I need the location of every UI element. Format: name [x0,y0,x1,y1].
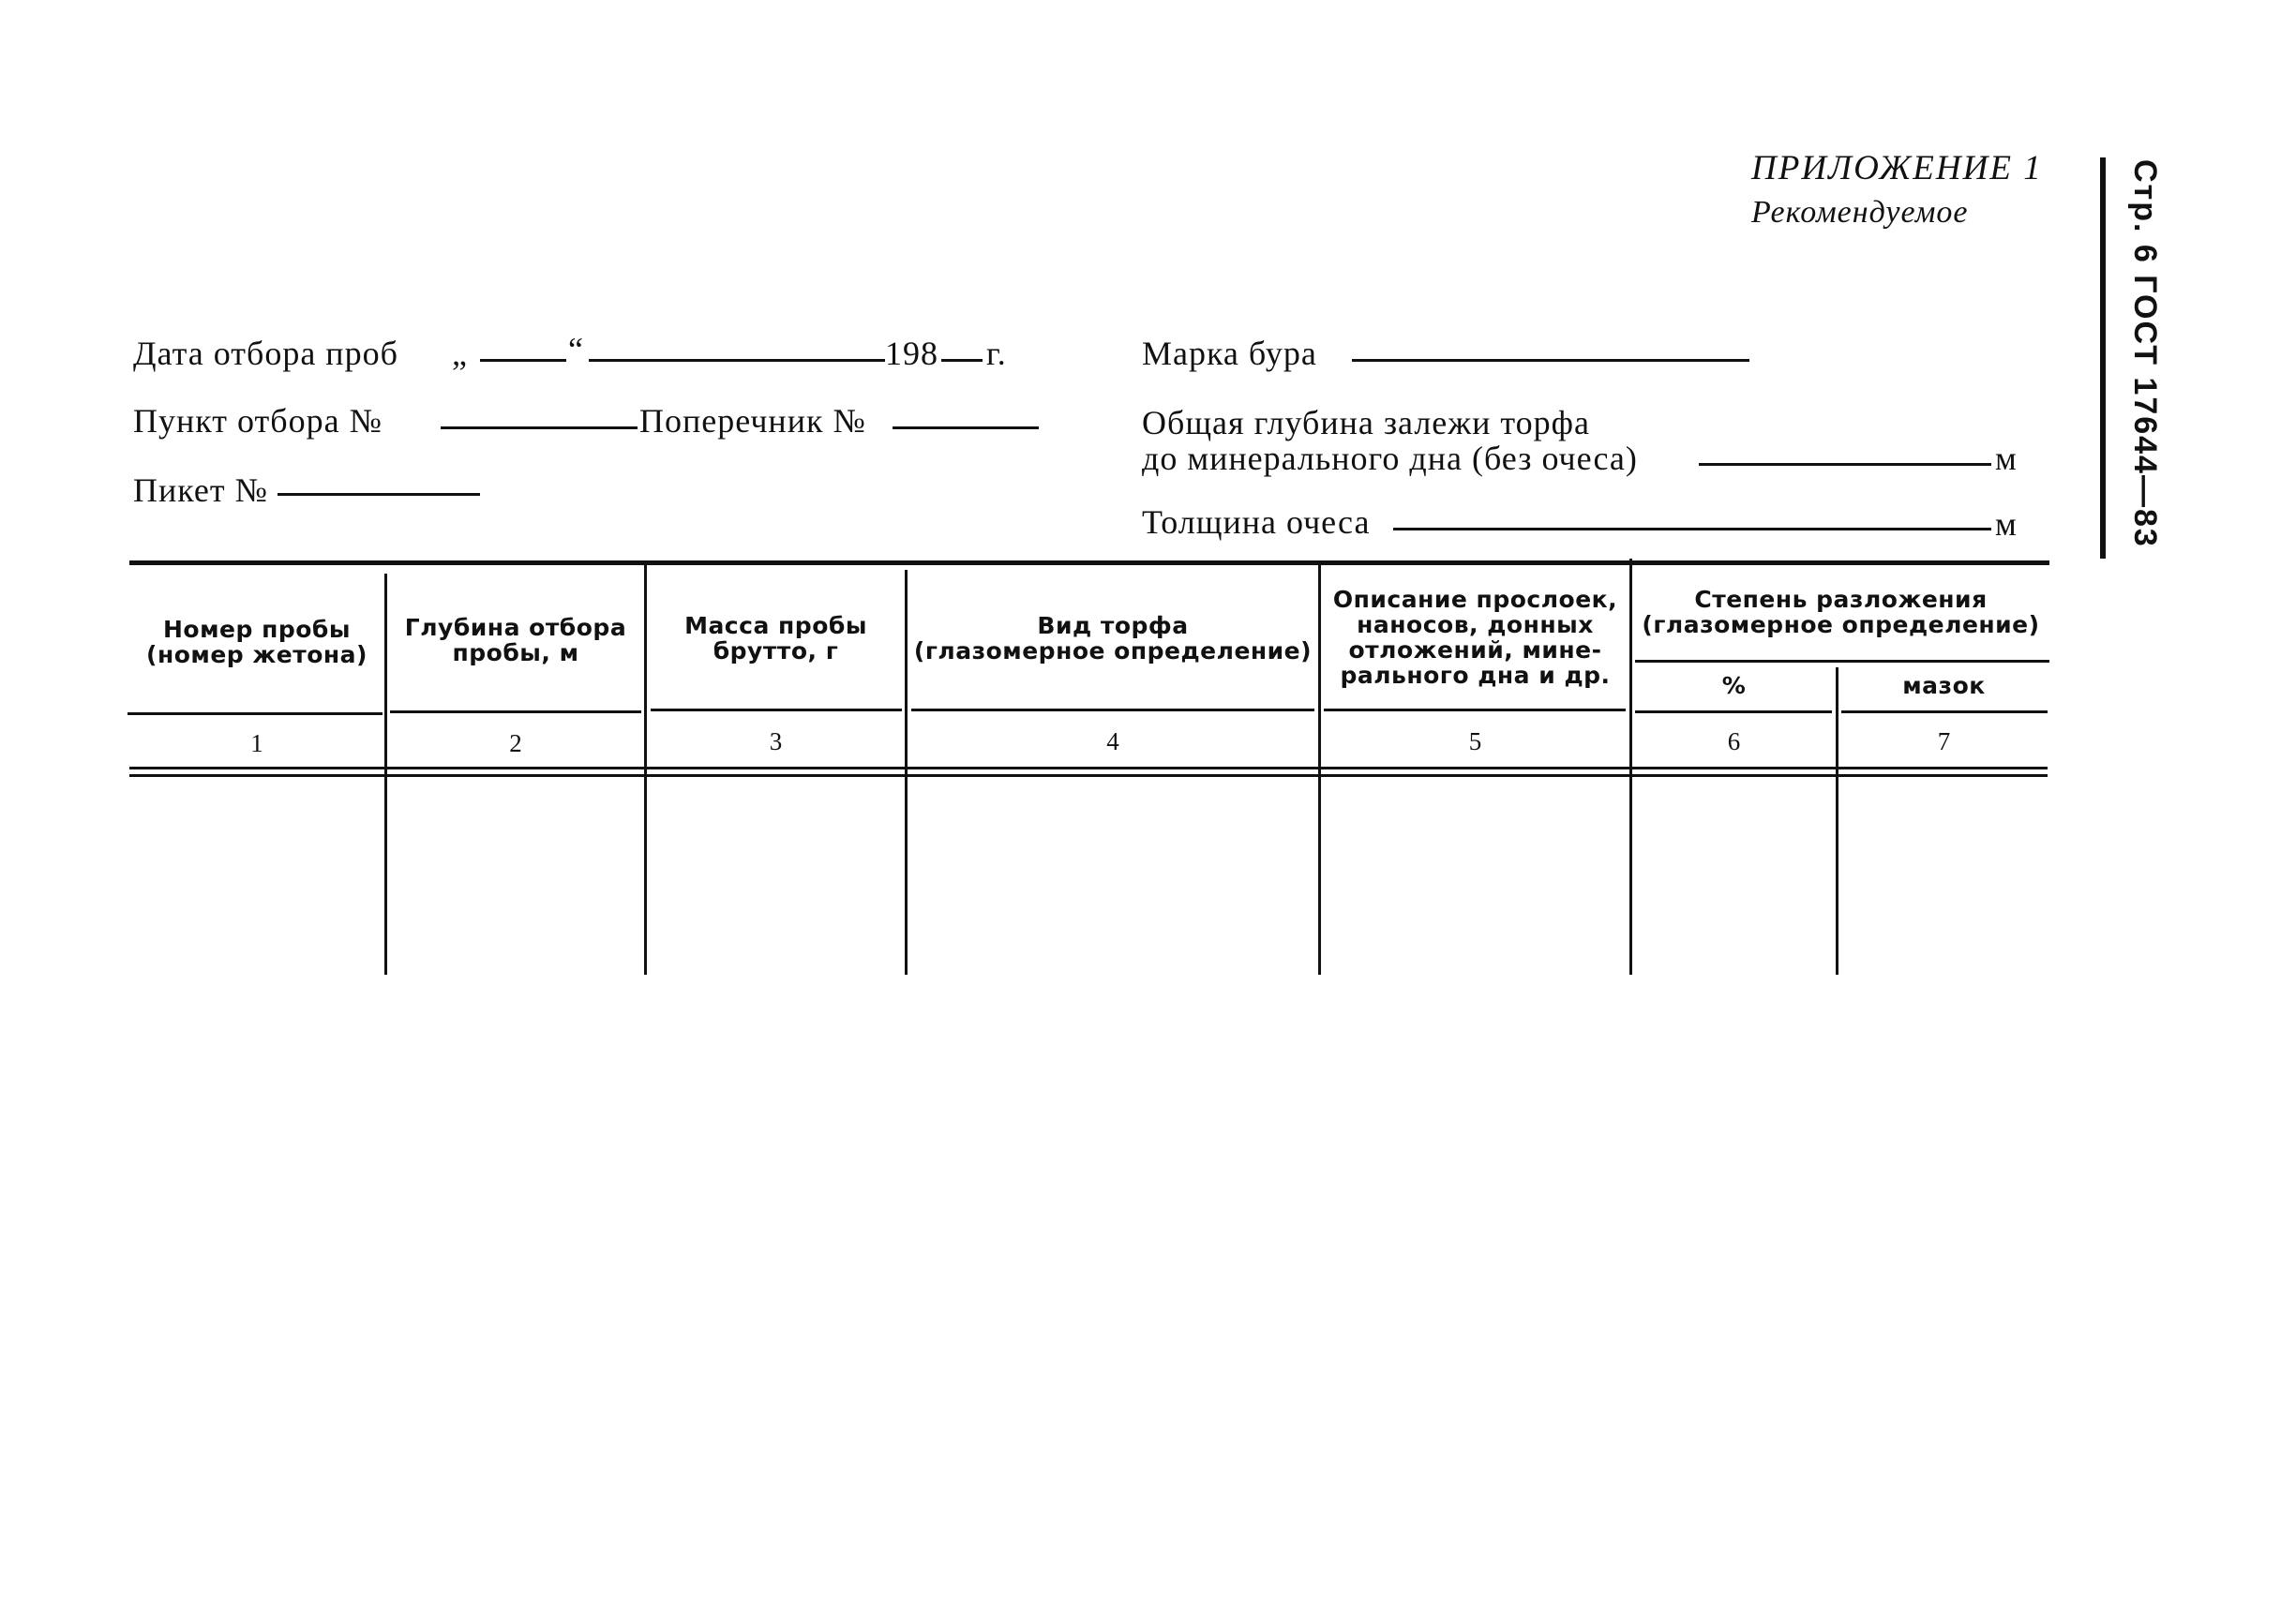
depth-unit: м [1995,440,2018,477]
column-number: 7 [1937,727,1951,755]
year-prefix: 198 [885,335,938,372]
picket-blank [278,493,480,496]
thickness-label: Толщина очеса [1142,503,1371,541]
column-number: 5 [1468,727,1482,755]
number-row-rule [911,709,1314,711]
subheader-smear: мазок [1902,672,1986,699]
header-decomposition-degree: Степень разложения (глазомерное определение) [1642,586,2040,638]
page-reference: Стр. 6 ГОСТ 17644—83 [2127,159,2163,548]
drill-label: Марка бура [1142,335,1317,372]
number-row-rule [390,710,641,713]
column-number: 3 [769,727,783,755]
header-gross-mass: Масса пробы брутто, г [684,612,867,665]
double-rule-bottom [129,774,2048,777]
side-rule [2100,157,2106,559]
number-row-rule [128,712,383,715]
column-number: 4 [1106,727,1119,755]
date-open-quote: „ [452,335,468,372]
date-label: Дата отбора проб [133,335,398,372]
appendix-title: ПРИЛОЖЕНИЕ 1 [1751,149,2043,187]
transect-label: Поперечник № [639,402,866,440]
number-row-rule [651,709,902,711]
header-peat-type: Вид торфа (глазомерное определение) [913,612,1313,665]
point-label: Пункт отбора № [133,402,383,440]
year-blank [941,359,983,362]
date-close-quote: “ [568,331,584,368]
transect-blank [893,426,1039,429]
point-blank [441,426,638,429]
column-number: 6 [1727,727,1741,755]
number-row-rule [1635,710,1832,713]
drill-blank [1352,359,1749,362]
thickness-unit: м [1995,505,2018,543]
depth-blank [1699,463,1991,466]
year-suffix: г. [986,335,1007,372]
table-top-rule [129,560,2049,565]
number-row-rule [1841,710,2048,713]
header-sample-number: Номер пробы (номер жетона) [146,616,368,668]
day-blank [480,359,566,362]
double-rule-top [129,767,2048,769]
header-sampling-depth: Глубина отбора пробы, м [404,614,627,666]
subheader-rule [1635,660,2049,663]
depth-label-line2: до минерального дна (без очеса) [1142,440,1638,477]
column-number: 2 [509,729,522,757]
subheader-percent: % [1721,672,1747,699]
header-interlayers-description: Описание прослоек, наносов, донных отложений, мине- рального дна и др. [1332,586,1618,689]
col-separator [1836,667,1838,975]
month-blank [589,359,885,362]
appendix-subtitle: Рекомендуемое [1751,195,1969,230]
column-number: 1 [250,729,263,757]
thickness-blank [1393,528,1991,530]
picket-label: Пикет № [133,471,268,509]
depth-label-line1: Общая глубина залежи торфа [1142,404,1590,441]
number-row-rule [1324,709,1626,711]
